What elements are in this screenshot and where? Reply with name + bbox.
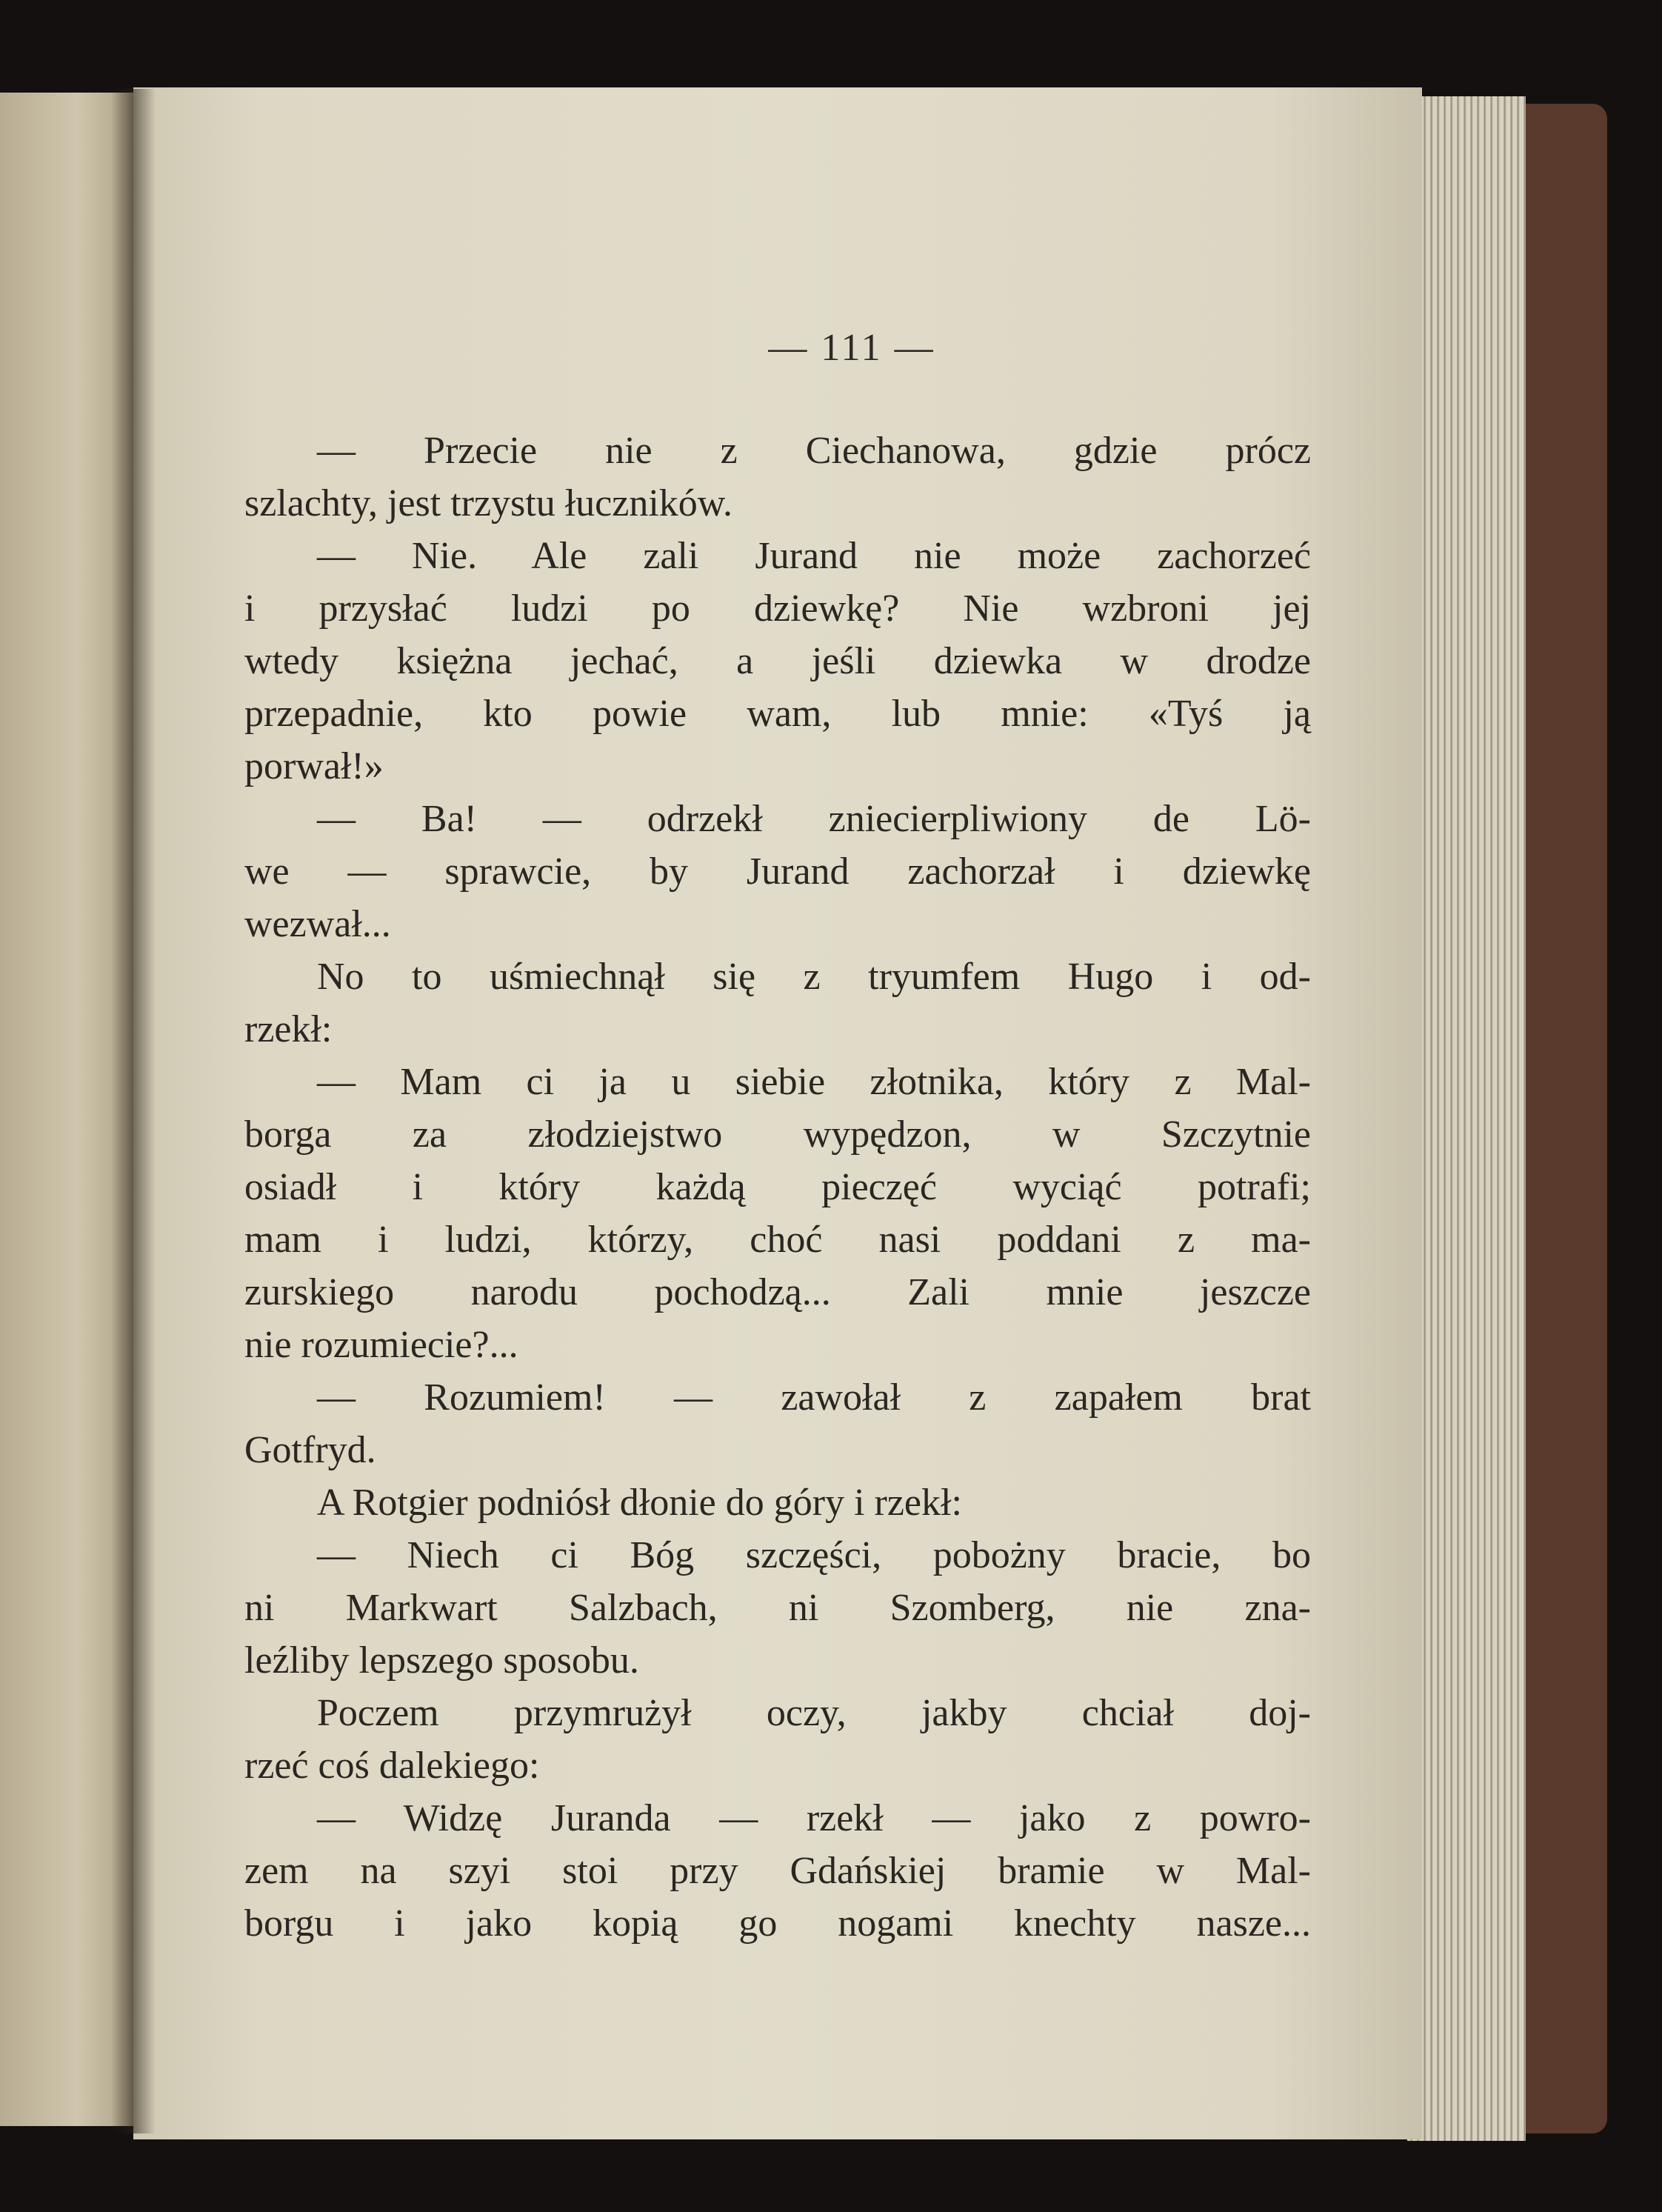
text-line: nie rozumiecie?... xyxy=(244,1324,518,1366)
text-line: zurskiego narodu pochodzą... Zali mnie jeszcze xyxy=(244,1271,1311,1313)
book-page xyxy=(133,87,1422,2139)
text-line: zem na szyi stoi przy Gdańskiej bramie w Mal- xyxy=(244,1850,1311,1892)
text-line: borgu i jako kopią go nogami knechty nasze... xyxy=(244,1902,1311,1945)
text-line: — Rozumiem! — zawołał z zapałem brat xyxy=(317,1376,1311,1419)
text-line: — Widzę Juranda — rzekł — jako z powro- xyxy=(317,1797,1311,1839)
text-line: i przysłać ludzi po dziewkę? Nie wzbroni jej xyxy=(244,587,1311,630)
text-line: mam i ludzi, którzy, choć nasi poddani z ma- xyxy=(244,1219,1311,1261)
text-line: — Nie. Ale zali Jurand nie może zachorzeć xyxy=(317,535,1311,577)
text-line: szlachty, jest trzystu łuczników. xyxy=(244,482,732,524)
text-line: A Rotgier podniósł dłonie do góry i rzekł: xyxy=(317,1482,962,1524)
page-text xyxy=(244,424,1311,1950)
text-line: wezwał... xyxy=(244,903,391,945)
page-number: — 111 — xyxy=(768,327,935,369)
text-line: osiadł i który każdą pieczęć wyciąć potrafi; xyxy=(244,1166,1311,1208)
text-line: Poczem przymrużył oczy, jakby chciał doj- xyxy=(317,1692,1311,1734)
text-line: porwał!» xyxy=(244,745,384,787)
text-line: rzekł: xyxy=(244,1008,333,1050)
text-line: borga za złodziejstwo wypędzon, w Szczytnie xyxy=(244,1113,1311,1156)
text-line: ni Markwart Salzbach, ni Szomberg, nie zna- xyxy=(244,1587,1311,1629)
text-line: — Mam ci ja u siebie złotnika, który z Mal- xyxy=(317,1061,1311,1103)
text-line: Gotfryd. xyxy=(244,1429,376,1471)
text-line: rzeć coś dalekiego: xyxy=(244,1745,540,1787)
text-line: we — sprawcie, by Jurand zachorzał i dziewkę xyxy=(244,850,1311,893)
text-line: No to uśmiechnął się z tryumfem Hugo i od- xyxy=(317,956,1311,998)
text-line: leźliby lepszego sposobu. xyxy=(244,1639,639,1682)
text-line: przepadnie, kto powie wam, lub mnie: «Tyś ją xyxy=(244,693,1311,735)
page-block-edges xyxy=(1407,96,1526,2141)
text-line: — Niech ci Bóg szczęści, pobożny bracie, bo xyxy=(317,1534,1311,1576)
spine-shadow xyxy=(111,89,156,2133)
text-line: — Ba! — odrzekł zniecierpliwiony de Lö- xyxy=(317,798,1311,840)
text-line: — Przecie nie z Ciechanowa, gdzie prócz xyxy=(317,430,1311,472)
text-line: wtedy księżna jechać, a jeśli dziewka w drodze xyxy=(244,640,1311,682)
